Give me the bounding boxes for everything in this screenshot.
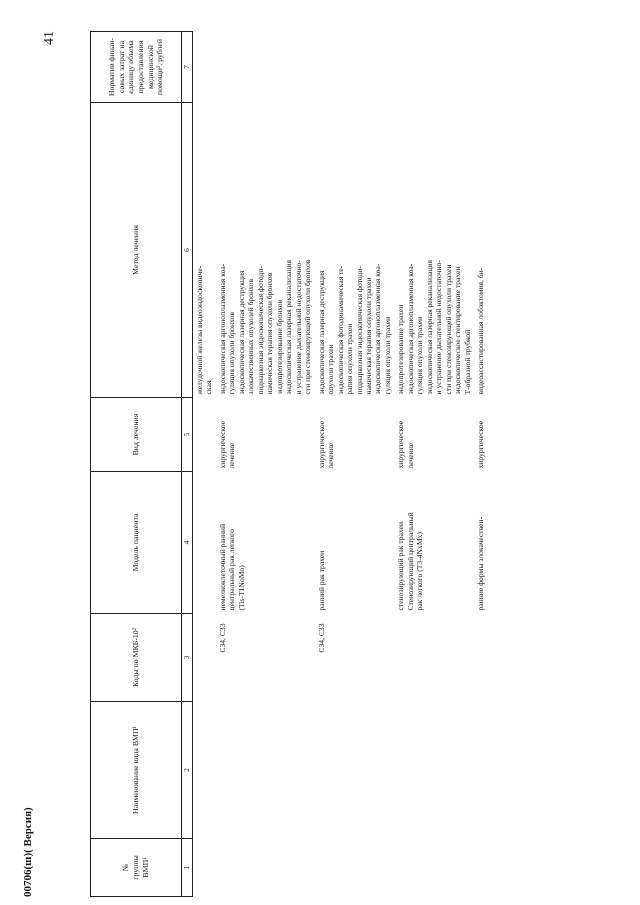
cell-vmp-name — [315, 702, 395, 839]
cell-cost-norm — [474, 32, 487, 103]
cell-line: эндопротезирование трахеи — [396, 304, 406, 395]
header-line: Коды по МКБ-10² — [131, 628, 141, 688]
header-line: № — [121, 863, 131, 872]
table-body — [192, 32, 488, 897]
cell-line: лечение — [326, 442, 336, 469]
cell-line: эндоскопическая аргоноплазменная коа- — [217, 263, 227, 395]
cell-line: лечение — [405, 442, 415, 469]
table-row — [192, 32, 215, 897]
table-row — [474, 32, 487, 897]
header-line: Наименование вида ВМП¹ — [131, 726, 141, 814]
cell-line: эндопротезирование бронхов — [274, 299, 284, 395]
cell-line: центральный рак легкого — [227, 529, 237, 611]
cell-line: эндоскопическая лазерная деструкция — [316, 270, 326, 395]
column-number: 4 — [182, 472, 193, 614]
cell-line: намическая терапия опухоли бронхов — [265, 272, 275, 395]
cell-line: желудочной железы видеоэндоскопиче- — [194, 265, 204, 395]
cell-line: и устранение дыхательной недостаточно- — [293, 260, 303, 395]
header-patient-model — [91, 472, 182, 614]
header-treatment-type — [91, 398, 182, 472]
column-number: 5 — [182, 398, 193, 472]
cell-vmp-name — [192, 702, 215, 839]
cell-line: гуляция опухоли бронхов — [227, 312, 237, 395]
cell-line: (Tis-T1NoMo) — [236, 565, 246, 611]
cell-line: лечение — [227, 442, 237, 469]
cell-line: стенозирующий рак трахеи. — [396, 520, 406, 611]
cell-treatment-method — [192, 103, 215, 398]
cell-treatment-method — [216, 103, 315, 398]
header-row — [91, 32, 182, 897]
cell-icd-codes — [192, 614, 215, 702]
cell-group-number — [192, 839, 215, 897]
header-line: Вид лечения — [131, 413, 141, 456]
cell-vmp-name — [474, 702, 487, 839]
cell-treatment-type — [315, 398, 395, 472]
cell-line: Стенозирующий центральный — [405, 512, 415, 611]
cell-patient-model — [474, 472, 487, 614]
cell-line: поднаркозная эндоскопическая фотоди- — [354, 266, 364, 395]
header-group-number — [91, 839, 182, 897]
cell-cost-norm — [394, 32, 474, 103]
column-number: 3 — [182, 614, 193, 702]
cell-line: хирургическое — [316, 420, 326, 469]
cell-line: гуляция опухоли трахеи — [415, 316, 425, 395]
header-line: ВМП¹ — [140, 857, 150, 878]
cell-cost-norm — [315, 32, 395, 103]
cell-group-number — [394, 839, 474, 897]
cell-line: ская — [204, 380, 214, 395]
cell-icd-codes — [474, 614, 487, 702]
cell-line: видеоассистированная лобэктомия, би- — [476, 267, 486, 395]
cell-line: эндоскопическая лазерная деструкция — [236, 270, 246, 395]
cell-treatment-type — [216, 398, 315, 472]
header-line: группы — [131, 855, 141, 880]
cell-group-number — [216, 839, 315, 897]
cell-line: эндоскопическое стентирование трахеи — [453, 266, 463, 395]
cell-treatment-method — [394, 103, 474, 398]
cell-line: рапия опухоли трахеи — [345, 323, 355, 395]
header-treatment-method — [91, 103, 182, 398]
cell-patient-model — [192, 472, 215, 614]
cell-vmp-name — [394, 702, 474, 839]
header-icd-codes — [91, 614, 182, 702]
cell-line: злокачественных опухолей бронхов — [246, 278, 256, 395]
column-number: 1 — [182, 839, 193, 897]
cell-line: поднаркозная эндоскопическая фотоди- — [255, 266, 265, 395]
cell-line: ранние формы злокачествен- — [476, 516, 486, 611]
cell-treatment-type — [474, 398, 487, 472]
header-line: помощи³, рублей — [155, 38, 165, 96]
table-row — [216, 32, 315, 897]
cell-group-number — [315, 839, 395, 897]
cell-line: сти при стенозирующей опухоли трахеи — [443, 264, 453, 395]
header-line: единицу объема — [126, 40, 136, 94]
cell-patient-model — [315, 472, 395, 614]
cell-line: опухоли трахеи — [326, 344, 336, 395]
header-cost-norm — [91, 32, 182, 103]
cell-line: намическая терапия опухоли трахеи — [364, 277, 373, 395]
header-line: Модель пациента — [131, 513, 141, 572]
header-line: предоставления — [136, 40, 145, 94]
header-vmp-name — [91, 702, 182, 839]
cell-treatment-type — [394, 398, 474, 472]
column-number: 2 — [182, 702, 193, 839]
cell-line: хирургическое — [217, 420, 227, 469]
cell-group-number — [474, 839, 487, 897]
cell-treatment-method — [315, 103, 395, 398]
table-row — [394, 32, 474, 897]
cell-treatment-method — [474, 103, 487, 398]
header-line: медицинской — [145, 45, 155, 89]
cell-line: эндоскопическая аргоноплазменная коа- — [405, 263, 415, 395]
cell-icd-codes: C34, C33 — [316, 623, 326, 653]
cell-line: эндоскопическая лазерная реканализация — [284, 260, 294, 395]
cell-treatment-type — [192, 398, 215, 472]
column-number: 6 — [182, 103, 193, 398]
cell-line: эндоскопическая лазерная реканализация — [424, 260, 434, 395]
cell-line: немелкоклеточный ранний — [217, 523, 227, 611]
cell-patient-model — [216, 472, 315, 614]
header-line: Метод лечения — [131, 225, 141, 275]
cell-cost-norm — [192, 32, 215, 103]
cell-line: хирургическое — [476, 420, 486, 469]
table-row — [315, 32, 395, 897]
header-line: совых затрат на — [116, 40, 126, 94]
cell-line: гуляция опухоли трахеи — [382, 316, 392, 395]
column-number-row — [182, 32, 193, 897]
cell-icd-codes: C34, C33 — [217, 623, 227, 653]
cell-line: ранний рак трахеи — [316, 550, 326, 611]
cell-line: и устранение дыхательной недостаточно- — [434, 260, 444, 395]
page-number: 41 — [42, 31, 57, 45]
cell-line: рак легкого (T3-4NxMx) — [415, 532, 425, 611]
cell-cost-norm — [216, 32, 315, 103]
cell-vmp-name — [216, 702, 315, 839]
cell-line: эндоскопическая аргоноплазменная коа- — [373, 263, 383, 395]
cell-line: хирургическое — [396, 420, 406, 469]
cell-line: сти при стенозирующей опухоли бронхов — [303, 259, 313, 395]
column-number: 7 — [182, 32, 193, 103]
cell-line: эндоскопическая фотодинамическая те- — [335, 265, 345, 395]
cell-patient-model — [394, 472, 474, 614]
document-code: 00706(ш)( Версия) — [22, 807, 34, 897]
cell-icd-codes — [394, 614, 474, 702]
header-line: Норматив финан- — [106, 37, 116, 97]
cell-line: Т-образной трубкой — [462, 329, 472, 395]
treatment-table — [90, 31, 488, 897]
